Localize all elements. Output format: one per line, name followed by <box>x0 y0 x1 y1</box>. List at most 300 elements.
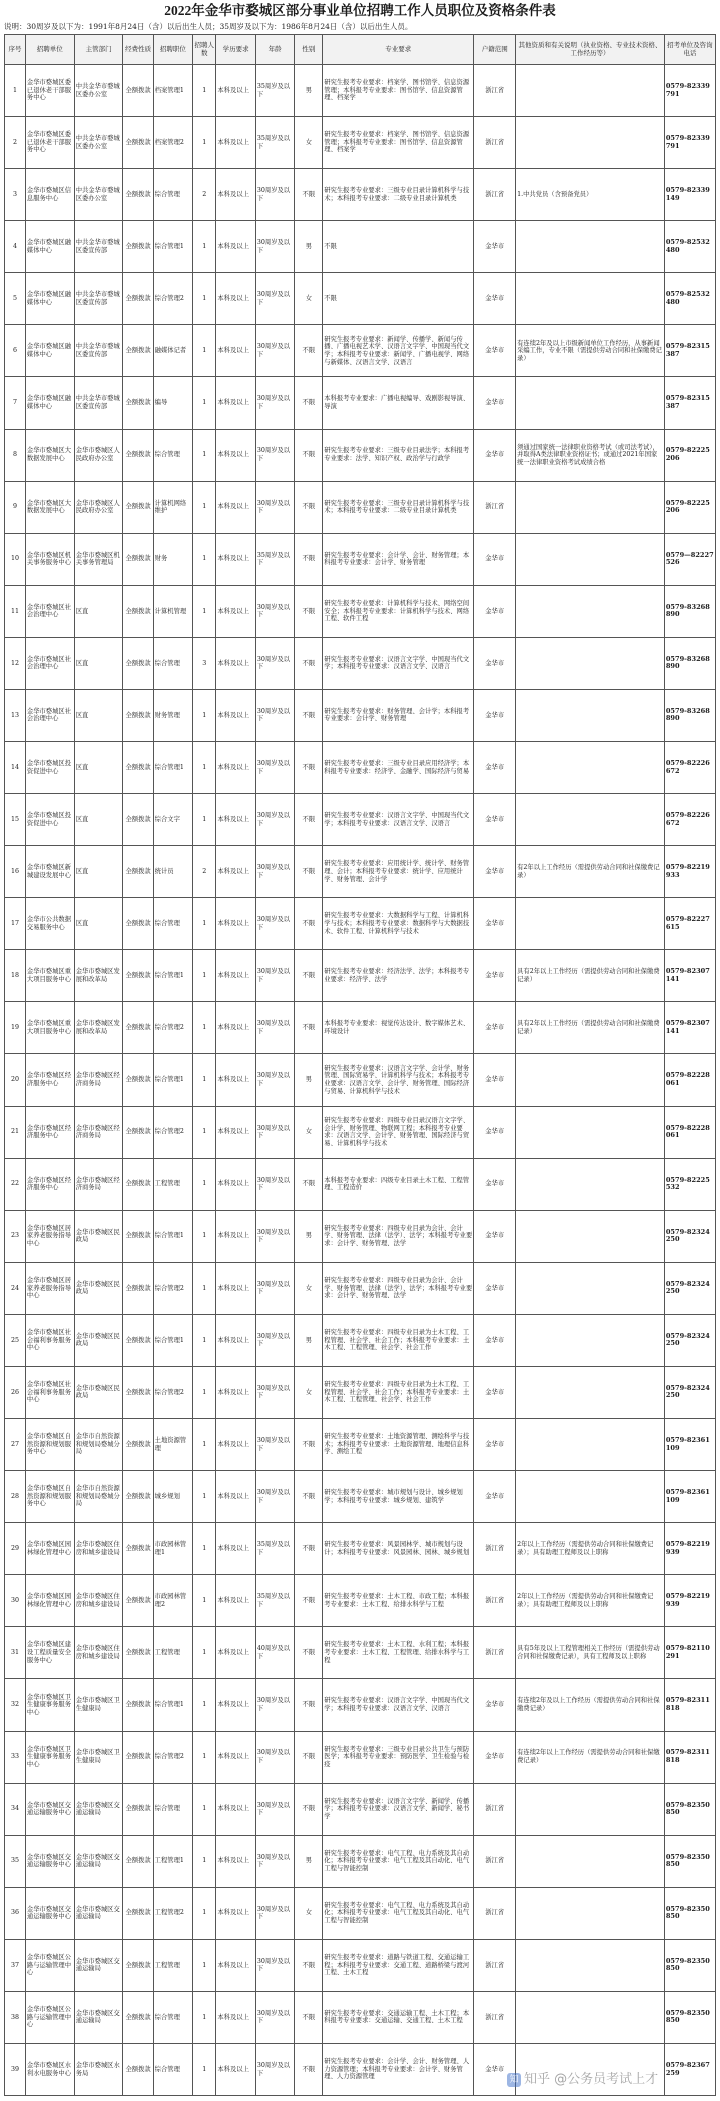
cell-other <box>516 1939 665 1991</box>
cell-sex: 不限 <box>295 429 323 481</box>
cell-hukou: 金华市 <box>474 273 516 325</box>
cell-unit: 金华市婺城区自然资源和规划服务中心 <box>25 1471 74 1523</box>
cell-num: 1 <box>193 1783 216 1835</box>
cell-hukou: 浙江省 <box>474 117 516 169</box>
cell-num: 1 <box>193 481 216 533</box>
cell-age: 30周岁及以下 <box>255 377 295 429</box>
cell-post: 综合管理 <box>153 898 193 950</box>
cell-tel: 0579-82219939 <box>664 1575 715 1627</box>
cell-post: 综合管理1 <box>153 1314 193 1366</box>
cell-other <box>516 1106 665 1158</box>
cell-fund: 全额拨款 <box>123 1939 153 1991</box>
cell-edu: 本科及以上 <box>216 1106 256 1158</box>
cell-hukou: 金华市 <box>474 2043 516 2095</box>
cell-sex: 不限 <box>295 1679 323 1731</box>
cell-num: 1 <box>193 1939 216 1991</box>
cell-unit: 金华市婺城区交通运输服务中心 <box>25 1887 74 1939</box>
cell-dept: 金华市婺城区民政局 <box>74 1366 123 1418</box>
cell-edu: 本科及以上 <box>216 585 256 637</box>
cell-sex: 女 <box>295 1106 323 1158</box>
cell-post: 综合管理2 <box>153 1731 193 1783</box>
cell-edu: 本科及以上 <box>216 1002 256 1054</box>
cell-num: 1 <box>193 429 216 481</box>
cell-fund: 全额拨款 <box>123 585 153 637</box>
cell-unit: 金华市婺城区社会福利事务服务中心 <box>25 1366 74 1418</box>
cell-unit: 金华市婺城区投资促进中心 <box>25 742 74 794</box>
cell-major: 研究生报考专业要求：三级专业目录计算机科学与技术；本科报考专业要求：二级专业目录计算机类 <box>323 481 474 533</box>
cell-dept: 区直 <box>74 794 123 846</box>
cell-edu: 本科及以上 <box>216 65 256 117</box>
cell-hukou: 金华市 <box>474 221 516 273</box>
cell-post: 计算机网络维护 <box>153 481 193 533</box>
cell-other: 有连续2年及以上市级新闻单位工作经历，从事新闻采编工作，专业不限（需提供劳动合同和社保缴费记录） <box>516 325 665 377</box>
cell-fund: 全额拨款 <box>123 1106 153 1158</box>
cell-sex: 男 <box>295 65 323 117</box>
cell-tel: 0579-82324250 <box>664 1262 715 1314</box>
cell-age: 30周岁及以下 <box>255 637 295 689</box>
table-row <box>5 481 716 533</box>
cell-sex: 男 <box>295 1835 323 1887</box>
cell-fund: 全额拨款 <box>123 65 153 117</box>
cell-major: 研究生报考专业要求：汉语言文字学、中国现当代文学；本科报考专业要求：汉语言文学、汉语言 <box>323 637 474 689</box>
cell-no: 25 <box>5 1314 26 1366</box>
cell-fund: 全额拨款 <box>123 533 153 585</box>
cell-num: 1 <box>193 221 216 273</box>
cell-dept: 金华市自然资源和规划局婺城分局 <box>74 1419 123 1471</box>
cell-dept: 金华市婺城区卫生健康局 <box>74 1731 123 1783</box>
cell-major: 研究生报考专业要求：土木工程、水利工程；本科报考专业要求：土木工程、工程管理、给排水科学与工程 <box>323 1627 474 1679</box>
cell-other <box>516 273 665 325</box>
table-row <box>5 898 716 950</box>
cell-age: 30周岁及以下 <box>255 1991 295 2043</box>
header-hukou: 户籍范围 <box>474 35 516 65</box>
cell-age: 30周岁及以下 <box>255 2043 295 2095</box>
cell-fund: 全额拨款 <box>123 950 153 1002</box>
cell-hukou: 浙江省 <box>474 1575 516 1627</box>
cell-dept: 中共金华市婺城区委办公室 <box>74 117 123 169</box>
cell-no: 22 <box>5 1158 26 1210</box>
table-row <box>5 1262 716 1314</box>
cell-fund: 全额拨款 <box>123 481 153 533</box>
cell-sex: 不限 <box>295 1523 323 1575</box>
cell-no: 9 <box>5 481 26 533</box>
cell-age: 30周岁及以下 <box>255 1262 295 1314</box>
cell-dept: 金华市婺城区交通运输局 <box>74 1783 123 1835</box>
table-row <box>5 950 716 1002</box>
cell-hukou: 浙江省 <box>474 1783 516 1835</box>
cell-other: 具有2年以上工作经历（需提供劳动合同和社保缴费记录） <box>516 950 665 1002</box>
cell-sex: 不限 <box>295 689 323 741</box>
table-row <box>5 1419 716 1471</box>
cell-num: 1 <box>193 689 216 741</box>
cell-dept: 金华市婺城区住房和城乡建设局 <box>74 1575 123 1627</box>
cell-post: 综合管理1 <box>153 1679 193 1731</box>
document-note: 说明：30周岁及以下为：1991年8月24日（含）以后出生人员；35周岁及以下为：1986年8月24日（含）以后出生人员。 <box>4 22 413 31</box>
table-row <box>5 585 716 637</box>
cell-tel: 0579-82324250 <box>664 1210 715 1262</box>
cell-age: 30周岁及以下 <box>255 1835 295 1887</box>
cell-age: 30周岁及以下 <box>255 1679 295 1731</box>
cell-hukou: 金华市 <box>474 1419 516 1471</box>
cell-no: 6 <box>5 325 26 377</box>
cell-hukou: 金华市 <box>474 794 516 846</box>
cell-sex: 女 <box>295 1262 323 1314</box>
cell-dept: 金华市婺城区交通运输局 <box>74 1835 123 1887</box>
table-row <box>5 169 716 221</box>
cell-tel: 0579-82532480 <box>664 273 715 325</box>
cell-age: 30周岁及以下 <box>255 429 295 481</box>
cell-age: 35周岁及以下 <box>255 1575 295 1627</box>
cell-post: 工程管理2 <box>153 1887 193 1939</box>
cell-no: 8 <box>5 429 26 481</box>
table-row <box>5 429 716 481</box>
cell-no: 2 <box>5 117 26 169</box>
cell-age: 30周岁及以下 <box>255 1419 295 1471</box>
cell-post: 工程管理1 <box>153 1835 193 1887</box>
cell-no: 36 <box>5 1887 26 1939</box>
cell-sex: 女 <box>295 273 323 325</box>
cell-sex: 不限 <box>295 2043 323 2095</box>
cell-edu: 本科及以上 <box>216 1262 256 1314</box>
cell-other <box>516 1991 665 2043</box>
zhihu-logo-icon: 知 <box>507 2073 521 2087</box>
cell-hukou: 金华市 <box>474 1471 516 1523</box>
cell-edu: 本科及以上 <box>216 689 256 741</box>
cell-unit: 金华市婺城区大数据发展中心 <box>25 481 74 533</box>
cell-fund: 全额拨款 <box>123 1887 153 1939</box>
cell-other: 2年以上工作经历（需提供劳动合同和社保缴费记录）；具有助理工程师及以上职称 <box>516 1523 665 1575</box>
cell-other <box>516 1158 665 1210</box>
cell-tel: 0579-82361109 <box>664 1471 715 1523</box>
cell-no: 31 <box>5 1627 26 1679</box>
cell-edu: 本科及以上 <box>216 950 256 1002</box>
cell-tel: 0579-82339149 <box>664 169 715 221</box>
cell-fund: 全额拨款 <box>123 898 153 950</box>
cell-post: 工程管理 <box>153 1158 193 1210</box>
cell-hukou: 金华市 <box>474 1262 516 1314</box>
cell-dept: 金华市婺城区交通运输局 <box>74 1887 123 1939</box>
cell-fund: 全额拨款 <box>123 377 153 429</box>
cell-hukou: 金华市 <box>474 950 516 1002</box>
cell-major: 研究生报考专业要求：土地资源管理、测绘科学与技术；本科报考专业要求：土地资源管理、地理信息科学、测绘工程 <box>323 1419 474 1471</box>
cell-no: 20 <box>5 1054 26 1106</box>
cell-tel: 0579-82227615 <box>664 898 715 950</box>
cell-major: 研究生报考专业要求：三级专业目录计算机科学与技术；本科报考专业要求：二级专业目录计算机类 <box>323 169 474 221</box>
cell-dept: 中共金华市婺城区委办公室 <box>74 65 123 117</box>
table-row <box>5 1575 716 1627</box>
table-row <box>5 1106 716 1158</box>
cell-edu: 本科及以上 <box>216 1314 256 1366</box>
cell-post: 综合文字 <box>153 794 193 846</box>
cell-unit: 金华市婺城区融媒体中心 <box>25 377 74 429</box>
cell-num: 1 <box>193 1210 216 1262</box>
cell-fund: 全额拨款 <box>123 1210 153 1262</box>
cell-hukou: 浙江省 <box>474 1523 516 1575</box>
cell-fund: 全额拨款 <box>123 221 153 273</box>
cell-num: 1 <box>193 1158 216 1210</box>
cell-sex: 女 <box>295 1887 323 1939</box>
cell-post: 综合管理1 <box>153 950 193 1002</box>
cell-major: 研究生报考专业要求：汉语言文字学、中国现当代文学；本科报考专业要求：汉语言文学、汉语言 <box>323 794 474 846</box>
table-row <box>5 1471 716 1523</box>
cell-hukou: 金华市 <box>474 742 516 794</box>
cell-other <box>516 1210 665 1262</box>
cell-edu: 本科及以上 <box>216 1887 256 1939</box>
cell-unit: 金华市婺城区重大项目服务中心 <box>25 950 74 1002</box>
cell-major: 研究生报考专业要求：计算机科学与技术、网络空间安全；本科报考专业要求：计算机科学与技术、网络工程、软件工程 <box>323 585 474 637</box>
cell-num: 1 <box>193 1314 216 1366</box>
table-row <box>5 846 716 898</box>
cell-tel: 0579-83268890 <box>664 585 715 637</box>
table-body <box>5 65 716 2096</box>
cell-no: 35 <box>5 1835 26 1887</box>
cell-edu: 本科及以上 <box>216 221 256 273</box>
cell-post: 综合管理1 <box>153 1054 193 1106</box>
cell-tel: 0579-82219939 <box>664 1523 715 1575</box>
cell-unit: 金华市婺城区水利水电服务中心 <box>25 2043 74 2095</box>
cell-tel: 0579-82361109 <box>664 1419 715 1471</box>
cell-fund: 全额拨款 <box>123 273 153 325</box>
cell-age: 30周岁及以下 <box>255 794 295 846</box>
header-dept: 主管部门 <box>74 35 123 65</box>
cell-sex: 男 <box>295 1314 323 1366</box>
cell-sex: 不限 <box>295 1939 323 1991</box>
table-row <box>5 273 716 325</box>
cell-age: 30周岁及以下 <box>255 1783 295 1835</box>
cell-sex: 不限 <box>295 169 323 221</box>
cell-hukou: 浙江省 <box>474 1835 516 1887</box>
cell-post: 市政园林管理1 <box>153 1523 193 1575</box>
cell-num: 1 <box>193 1262 216 1314</box>
cell-dept: 金华市婺城区经济商务局 <box>74 1158 123 1210</box>
table-row <box>5 117 716 169</box>
cell-unit: 金华市婺城区公路与运输管理中心 <box>25 1939 74 1991</box>
cell-dept: 金华市婺城区民政局 <box>74 1210 123 1262</box>
cell-no: 24 <box>5 1262 26 1314</box>
cell-sex: 不限 <box>295 794 323 846</box>
cell-dept: 金华市婺城区民政局 <box>74 1262 123 1314</box>
cell-num: 1 <box>193 1419 216 1471</box>
cell-fund: 全额拨款 <box>123 2043 153 2095</box>
cell-post: 城乡规划 <box>153 1471 193 1523</box>
cell-edu: 本科及以上 <box>216 117 256 169</box>
cell-no: 14 <box>5 742 26 794</box>
table-row <box>5 533 716 585</box>
cell-hukou: 金华市 <box>474 637 516 689</box>
cell-sex: 不限 <box>295 1471 323 1523</box>
cell-unit: 金华市婺城区融媒体中心 <box>25 273 74 325</box>
cell-post: 综合管理 <box>153 1783 193 1835</box>
cell-sex: 男 <box>295 1210 323 1262</box>
cell-fund: 全额拨款 <box>123 689 153 741</box>
cell-unit: 金华市婺城区园林绿化管理中心 <box>25 1523 74 1575</box>
cell-sex: 不限 <box>295 585 323 637</box>
cell-age: 30周岁及以下 <box>255 1366 295 1418</box>
cell-unit: 金华市婺城区投资促进中心 <box>25 794 74 846</box>
cell-other: 1.中共党员（含预备党员） <box>516 169 665 221</box>
cell-no: 29 <box>5 1523 26 1575</box>
cell-no: 12 <box>5 637 26 689</box>
cell-tel: 0579-82315387 <box>664 325 715 377</box>
cell-unit: 金华市婺城区交通运输服务中心 <box>25 1783 74 1835</box>
cell-sex: 不限 <box>295 1783 323 1835</box>
cell-edu: 本科及以上 <box>216 1939 256 1991</box>
cell-dept: 金华市婺城区发展和改革局 <box>74 950 123 1002</box>
cell-no: 23 <box>5 1210 26 1262</box>
cell-age: 30周岁及以下 <box>255 1106 295 1158</box>
cell-num: 1 <box>193 1523 216 1575</box>
cell-fund: 全额拨款 <box>123 169 153 221</box>
table-row <box>5 1991 716 2043</box>
cell-edu: 本科及以上 <box>216 898 256 950</box>
cell-no: 28 <box>5 1471 26 1523</box>
table-row <box>5 1054 716 1106</box>
cell-age: 30周岁及以下 <box>255 1887 295 1939</box>
table-row <box>5 689 716 741</box>
cell-age: 35周岁及以下 <box>255 533 295 585</box>
cell-other <box>516 689 665 741</box>
cell-other <box>516 377 665 429</box>
cell-fund: 全额拨款 <box>123 1679 153 1731</box>
cell-tel: 0579-82225206 <box>664 481 715 533</box>
cell-major: 研究生报考专业要求：电气工程、电力系统及其自动化；本科报考专业要求：电气工程及其自动化、电气工程与智能控制 <box>323 1887 474 1939</box>
cell-num: 1 <box>193 585 216 637</box>
cell-num: 1 <box>193 1679 216 1731</box>
cell-post: 综合管理2 <box>153 1002 193 1054</box>
cell-num: 1 <box>193 1991 216 2043</box>
cell-major: 研究生报考专业要求：汉语言文字学、新闻学、传播学；本科报考专业要求：汉语言文学、新闻学、秘书学 <box>323 1783 474 1835</box>
cell-sex: 不限 <box>295 533 323 585</box>
cell-no: 1 <box>5 65 26 117</box>
cell-age: 40周岁及以下 <box>255 1627 295 1679</box>
cell-dept: 金华市婺城区机关事务管理局 <box>74 533 123 585</box>
cell-sex: 男 <box>295 1054 323 1106</box>
header-major: 专业要求 <box>323 35 474 65</box>
cell-tel: 0579-82226672 <box>664 794 715 846</box>
cell-age: 30周岁及以下 <box>255 1471 295 1523</box>
cell-other <box>516 1783 665 1835</box>
cell-dept: 金华市婺城区交通运输局 <box>74 1991 123 2043</box>
cell-post: 综合管理1 <box>153 1210 193 1262</box>
cell-major: 研究生报考专业要求：四级专业目录为会计、会计学、财务管理、法律（法学）、法学；本科报考专业要求：会计学、财务管理、法学 <box>323 1262 474 1314</box>
cell-edu: 本科及以上 <box>216 429 256 481</box>
cell-num: 1 <box>193 794 216 846</box>
cell-sex: 不限 <box>295 377 323 429</box>
cell-tel: 0579-82225532 <box>664 1158 715 1210</box>
cell-fund: 全额拨款 <box>123 1835 153 1887</box>
cell-edu: 本科及以上 <box>216 1731 256 1783</box>
cell-fund: 全额拨款 <box>123 742 153 794</box>
cell-other <box>516 1262 665 1314</box>
cell-major: 研究生报考专业要求：应用统计学、统计学、财务管理、会计；本科报考专业要求：统计学、应用统计学、财务管理、会计学 <box>323 846 474 898</box>
cell-sex: 不限 <box>295 846 323 898</box>
cell-tel: 0579-82339791 <box>664 65 715 117</box>
cell-dept: 金华市婺城区人民政府办公室 <box>74 481 123 533</box>
cell-no: 7 <box>5 377 26 429</box>
cell-no: 38 <box>5 1991 26 2043</box>
cell-tel: 0579-82307141 <box>664 950 715 1002</box>
table-row <box>5 325 716 377</box>
table-row <box>5 1731 716 1783</box>
header-other: 其他资质和有关说明（执业资格、专业技术资格、工作经历等） <box>516 35 665 65</box>
cell-sex: 女 <box>295 1366 323 1418</box>
cell-unit: 金华市婺城区融媒体中心 <box>25 221 74 273</box>
cell-dept: 金华市婺城区人民政府办公室 <box>74 429 123 481</box>
cell-num: 1 <box>193 117 216 169</box>
cell-major: 本科报考专业要求：四级专业目录土木工程、工程管理、工程造价 <box>323 1158 474 1210</box>
cell-dept: 金华市婺城区住房和城乡建设局 <box>74 1627 123 1679</box>
cell-major: 研究生报考专业要求：三级专业目录法学；本科报考专业要求：法学、知识产权、政治学与行政学 <box>323 429 474 481</box>
cell-other: 2年以上工作经历（需提供劳动合同和社保缴费记录）；具有助理工程师及以上职称 <box>516 1575 665 1627</box>
cell-edu: 本科及以上 <box>216 1419 256 1471</box>
cell-hukou: 金华市 <box>474 846 516 898</box>
cell-tel: 0579-82315387 <box>664 377 715 429</box>
cell-unit: 金华市婺城区经济服务中心 <box>25 1054 74 1106</box>
cell-hukou: 金华市 <box>474 1002 516 1054</box>
cell-fund: 全额拨款 <box>123 1002 153 1054</box>
cell-num: 1 <box>193 1366 216 1418</box>
cell-other: 有连续2年以上工作经历（需提供劳动合同和社保缴费记录） <box>516 1731 665 1783</box>
cell-hukou: 金华市 <box>474 898 516 950</box>
cell-tel: 0579-82219933 <box>664 846 715 898</box>
cell-fund: 全额拨款 <box>123 1314 153 1366</box>
cell-hukou: 金华市 <box>474 533 516 585</box>
cell-major: 本科报考专业要求：广播电视编导、戏剧影视导演、导演 <box>323 377 474 429</box>
cell-unit: 金华市婺城区新城建设发展中心 <box>25 846 74 898</box>
cell-hukou: 浙江省 <box>474 1939 516 1991</box>
cell-num: 2 <box>193 846 216 898</box>
table-row <box>5 794 716 846</box>
cell-no: 10 <box>5 533 26 585</box>
cell-unit: 金华市公共数据交易服务中心 <box>25 898 74 950</box>
cell-num: 1 <box>193 2043 216 2095</box>
cell-sex: 不限 <box>295 950 323 1002</box>
cell-fund: 全额拨款 <box>123 1731 153 1783</box>
cell-other <box>516 221 665 273</box>
cell-hukou: 金华市 <box>474 585 516 637</box>
cell-edu: 本科及以上 <box>216 273 256 325</box>
cell-hukou: 浙江省 <box>474 1991 516 2043</box>
cell-major: 研究生报考专业要求：财务管理、会计学；本科报考专业要求：会计学、财务管理 <box>323 689 474 741</box>
cell-post: 土地资源管理 <box>153 1419 193 1471</box>
cell-unit: 金华市婺城区委已退休老干部服务中心 <box>25 65 74 117</box>
cell-tel: 0579-82311818 <box>664 1731 715 1783</box>
cell-unit: 金华市婺城区园林绿化管理中心 <box>25 1575 74 1627</box>
cell-dept: 区直 <box>74 637 123 689</box>
table-row <box>5 1835 716 1887</box>
cell-tel: 0579-82228061 <box>664 1054 715 1106</box>
cell-sex: 不限 <box>295 898 323 950</box>
cell-major: 研究生报考专业要求：大数据科学与工程、计算机科学与技术；本科报考专业要求：数据科学与大数据技术、软件工程、计算机科学与技术 <box>323 898 474 950</box>
cell-hukou: 浙江省 <box>474 1887 516 1939</box>
cell-major: 研究生报考专业要求：四级专业目录为土木工程、工程管理、社会学、社会工作；本科报考专业要求：土木工程、工程管理、社会学、社会工作 <box>323 1366 474 1418</box>
cell-edu: 本科及以上 <box>216 169 256 221</box>
cell-sex: 不限 <box>295 1627 323 1679</box>
cell-other <box>516 898 665 950</box>
cell-edu: 本科及以上 <box>216 481 256 533</box>
cell-num: 1 <box>193 533 216 585</box>
cell-age: 35周岁及以下 <box>255 65 295 117</box>
cell-age: 30周岁及以下 <box>255 481 295 533</box>
cell-edu: 本科及以上 <box>216 637 256 689</box>
cell-unit: 金华市婺城区委已退休老干部服务中心 <box>25 117 74 169</box>
cell-major: 研究生报考专业要求：城市规划与设计、城乡规划学；本科报考专业要求：城乡规划、建筑学 <box>323 1471 474 1523</box>
cell-unit: 金华市婺城区社会治理中心 <box>25 585 74 637</box>
cell-fund: 全额拨款 <box>123 1158 153 1210</box>
cell-num: 1 <box>193 1106 216 1158</box>
cell-no: 34 <box>5 1783 26 1835</box>
cell-unit: 金华市婺城区居家养老服务指导中心 <box>25 1210 74 1262</box>
